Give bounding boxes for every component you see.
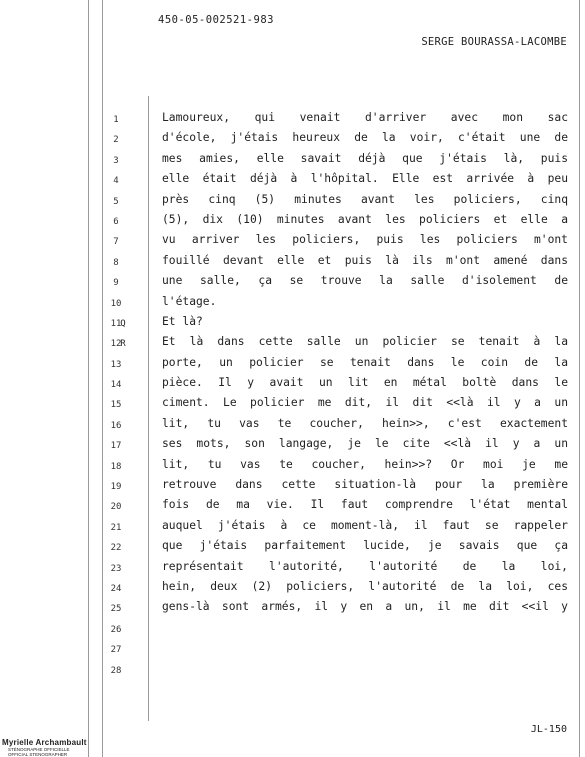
qr-marker bbox=[108, 579, 138, 599]
transcript-line: auquel j'étais à ce moment-là, il faut se rappeler bbox=[162, 518, 568, 532]
line-number: 16 bbox=[110, 420, 122, 431]
transcript-line: Et là dans cette salle un policier se tenait à la bbox=[162, 335, 568, 349]
qr-marker bbox=[108, 355, 138, 375]
line-number: 23 bbox=[110, 563, 122, 574]
transcript-line: vu arriver les policiers, puis les policiers m'ont bbox=[162, 233, 568, 247]
line-number: 7 bbox=[113, 237, 119, 248]
transcript-line: elle était déjà à l'hôpital. Elle est arrivée à peu bbox=[162, 172, 568, 186]
line-number: 13 bbox=[110, 359, 122, 370]
page-identifier: JL-150 bbox=[530, 724, 567, 735]
document-number: 450-05-002521-983 bbox=[158, 14, 274, 26]
qr-marker bbox=[108, 477, 138, 497]
qr-marker bbox=[108, 395, 138, 415]
qr-marker bbox=[108, 253, 138, 273]
qr-marker bbox=[108, 559, 138, 579]
line-number: 14 bbox=[110, 380, 122, 391]
line-number: 19 bbox=[110, 482, 122, 493]
transcript-line: gens-là sont armés, il y en a un, il me dit <<il y bbox=[162, 600, 568, 614]
transcript-line: l'étage. bbox=[162, 294, 217, 308]
qr-marker bbox=[108, 273, 138, 293]
transcript-line: lit, tu vas te coucher, hein>>, c'est exactement bbox=[162, 416, 568, 430]
qr-marker bbox=[108, 232, 138, 252]
qr-marker bbox=[108, 171, 138, 191]
stenographer-logo-subtitle-en: OFFICIAL STENOGRAPHER bbox=[8, 752, 68, 757]
transcript-line: Et là? bbox=[162, 314, 203, 328]
qr-marker bbox=[108, 375, 138, 395]
line-number: 22 bbox=[110, 543, 122, 554]
qr-marker bbox=[108, 151, 138, 171]
qr-marker bbox=[108, 212, 138, 232]
line-number: 2 bbox=[113, 135, 119, 146]
line-number: 8 bbox=[113, 257, 119, 268]
qr-marker bbox=[108, 518, 138, 538]
line-number: 4 bbox=[113, 176, 119, 187]
qr-marker bbox=[108, 436, 138, 456]
line-number: 10 bbox=[110, 298, 122, 309]
left-margin-rule-1 bbox=[88, 0, 89, 757]
transcript-line: Lamoureux, qui venait d'arriver avec mon sac bbox=[162, 111, 568, 124]
line-number: 1 bbox=[113, 115, 119, 125]
transcript-line: hein, deux (2) policiers, l'autorité de la loi, ces bbox=[162, 579, 568, 593]
transcript-line: ciment. Le policier me dit, il dit <<là il y a un bbox=[162, 396, 568, 410]
line-number: 9 bbox=[113, 278, 119, 289]
right-margin-rule bbox=[579, 0, 580, 757]
qr-marker bbox=[108, 497, 138, 517]
transcript-line: ses mots, son langage, je le cite <<là il y a un bbox=[162, 437, 568, 451]
transcript-line: pièce. Il y avait un lit en métal boltè dans le bbox=[162, 376, 568, 390]
line-number: 25 bbox=[110, 604, 122, 615]
qr-marker bbox=[108, 416, 138, 436]
qr-marker bbox=[108, 457, 138, 477]
line-number: 21 bbox=[110, 522, 122, 533]
qr-marker bbox=[108, 110, 138, 130]
qr-marker bbox=[108, 599, 138, 619]
qr-marker bbox=[108, 130, 138, 150]
line-number: 3 bbox=[113, 155, 119, 166]
line-number: 5 bbox=[113, 196, 119, 207]
line-number: 15 bbox=[110, 400, 122, 411]
line-number: 12 bbox=[110, 339, 122, 350]
transcript-body bbox=[162, 108, 568, 618]
text-margin-rule bbox=[148, 96, 149, 721]
line-number: 11 bbox=[110, 318, 122, 329]
transcript-line: mes amies, elle savait déjà que j'étais là, puis bbox=[162, 151, 568, 165]
line-number: 18 bbox=[110, 461, 122, 472]
qr-marker bbox=[108, 538, 138, 558]
qr-marker bbox=[108, 192, 138, 212]
transcript-line: représentait l'autorité, l'autorité de la loi, bbox=[162, 559, 568, 573]
transcript-line: d'école, j'étais heureux de la voir, c'était une de bbox=[162, 131, 568, 145]
transcript-line: (5), dix (10) minutes avant les policiers et elle a bbox=[162, 212, 568, 226]
transcript-line: retrouve dans cette situation-là pour la première bbox=[162, 478, 568, 492]
line-number: 24 bbox=[110, 583, 122, 594]
question-answer-column bbox=[108, 110, 138, 620]
transcript-line: près cinq (5) minutes avant les policiers, cinq bbox=[162, 192, 568, 206]
transcript-line: une salle, ça se trouve la salle d'isolement de bbox=[162, 274, 568, 288]
stenographer-logo-name: Myrielle Archambault bbox=[2, 738, 87, 747]
transcript-line: porte, un policier se tenait dans le coin de la bbox=[162, 355, 568, 369]
line-number: 6 bbox=[113, 216, 119, 227]
witness-name: SERGE BOURASSA-LACOMBE bbox=[421, 36, 567, 48]
transcript-line: fois de ma vie. Il faut comprendre l'état mental bbox=[162, 498, 568, 512]
transcript-line: lit, tu vas te coucher, hein>>? Or moi je me bbox=[162, 457, 568, 471]
line-number: 26 bbox=[110, 624, 122, 635]
transcript-line: fouillé devant elle et puis là ils m'ont amené dans bbox=[162, 253, 568, 267]
stenographer-logo-subtitle-fr: STÉNOGRAPHE OFFICIELLE bbox=[8, 747, 70, 752]
transcript-line: que j'étais parfaitement lucide, je savais que ça bbox=[162, 539, 568, 553]
line-number: 28 bbox=[110, 665, 122, 676]
line-number: 27 bbox=[110, 645, 122, 656]
qr-marker: Q bbox=[120, 318, 126, 329]
qr-marker bbox=[108, 294, 138, 314]
qr-marker: R bbox=[120, 339, 126, 350]
line-number: 20 bbox=[110, 502, 122, 513]
line-number: 17 bbox=[110, 441, 122, 452]
